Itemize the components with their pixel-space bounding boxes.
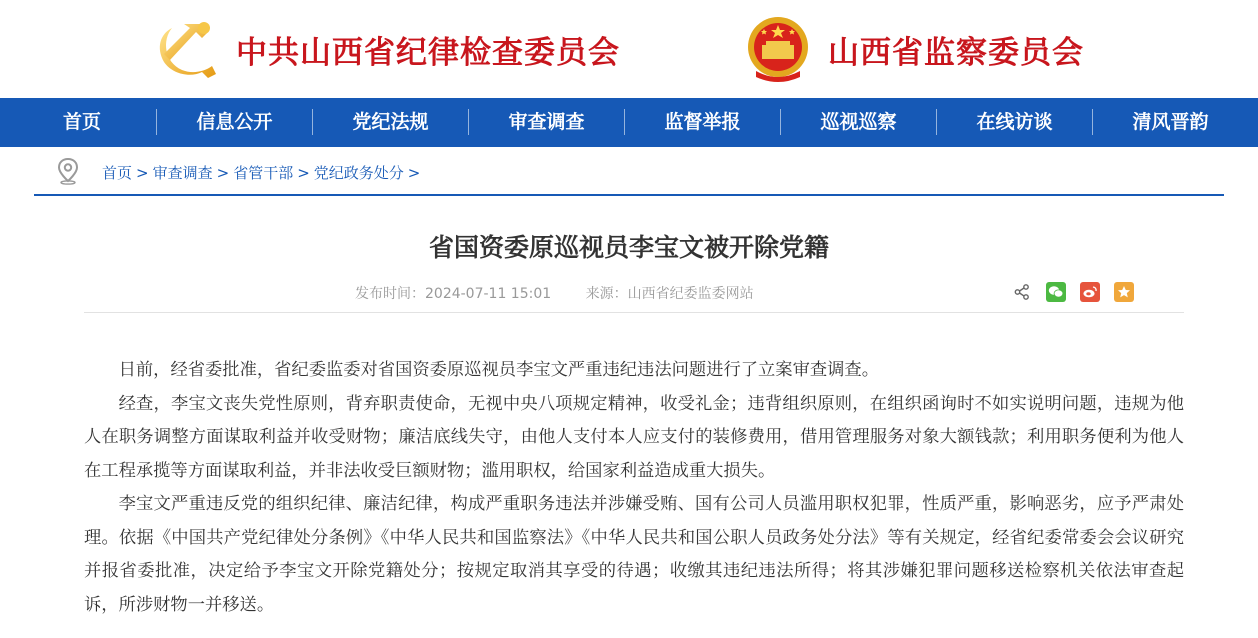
nav-item-inspection[interactable]: 巡视巡察 (820, 111, 897, 133)
share-bar (1012, 282, 1134, 302)
main-nav (0, 98, 1258, 147)
nav-item-report[interactable]: 监督举报 (664, 111, 741, 133)
supervision-title: 山西省监察委员会 (828, 34, 1084, 71)
site-header (0, 0, 1258, 98)
article-divider (84, 312, 1184, 313)
breadcrumb-path (102, 162, 424, 183)
article-meta (355, 283, 784, 303)
article-title: 省国资委原巡视员李宝文被开除党籍 (428, 233, 829, 262)
ccdi-title: 中共山西省纪律检查委员会 (236, 34, 620, 71)
nav-item-home[interactable]: 首页 (62, 111, 101, 133)
breadcrumb-provincial-cadres[interactable]: 省管干部 (233, 164, 294, 182)
breadcrumb-investigation[interactable]: 审查调查 (152, 164, 213, 182)
weibo-icon[interactable] (1080, 282, 1100, 302)
national-emblem-icon (742, 13, 814, 85)
wechat-icon[interactable] (1046, 282, 1066, 302)
nav-item-interview[interactable]: 在线访谈 (976, 111, 1053, 133)
favorite-icon[interactable] (1114, 282, 1134, 302)
publish-time: 发布时间：2024-07-11 15:01 (355, 286, 552, 302)
breadcrumb-separator: > (297, 164, 310, 182)
nav-item-info-disclosure[interactable]: 信息公开 (196, 111, 273, 133)
ccdi-brand[interactable] (156, 0, 620, 98)
breadcrumb-separator: > (407, 164, 421, 182)
breadcrumb-separator: > (136, 164, 149, 182)
nav-item-investigation[interactable]: 审查调查 (508, 111, 585, 133)
share-icon[interactable] (1012, 282, 1032, 302)
breadcrumb-home[interactable]: 首页 (102, 164, 133, 182)
breadcrumb-discipline-sanctions[interactable]: 党纪政务处分 (313, 164, 404, 182)
breadcrumb (34, 150, 1224, 196)
article-paragraph: 李宝文严重违反党的组织纪律、廉洁纪律，构成严重职务违法并涉嫌受贿、国有公司人员滥用职权犯罪，性质严重，影响恶劣，应予严肃处理。依据《中国共产党纪律处分条例》《中华人民共和国监察法》《中华人民共和国公职人员政务处分法》等有关规定，经省纪委常委会会议研究并报省委批准，决定给予李宝文开除党籍处分；按规定取消其享受的待遇；收缴其违纪违法所得；将其涉嫌犯罪问题移送检察机关依法审查起诉，所涉财物一并移送。 (84, 494, 1184, 615)
article-body (84, 354, 1184, 622)
party-emblem-icon (156, 16, 222, 82)
article-paragraph: 经查，李宝文丧失党性原则，背弃职责使命，无视中央八项规定精神，收受礼金；违背组织原则，在组织函询时不如实说明问题，违规为他人在职务调整方面谋取利益并收受财物；廉洁底线失守，由他人支付本人应支付的装修费用，借用管理服务对象大额钱款；利用职务便利为他人在工程承揽等方面谋取利益，并非法收受巨额财物；滥用职权，给国家利益造成重大损失。 (84, 393, 1184, 481)
article-source: 来源：山西省纪委监委网站 (585, 286, 754, 302)
location-pin-icon (56, 157, 80, 185)
breadcrumb-separator: > (216, 164, 230, 182)
nav-item-regulations[interactable]: 党纪法规 (352, 111, 429, 133)
nav-item-culture[interactable]: 清风晋韵 (1132, 111, 1209, 133)
article-paragraph: 日前，经省委批准，省纪委监委对省国资委原巡视员李宝文严重违纪违法问题进行了立案审查调查。 (118, 360, 879, 380)
supervision-brand[interactable] (742, 0, 1084, 98)
